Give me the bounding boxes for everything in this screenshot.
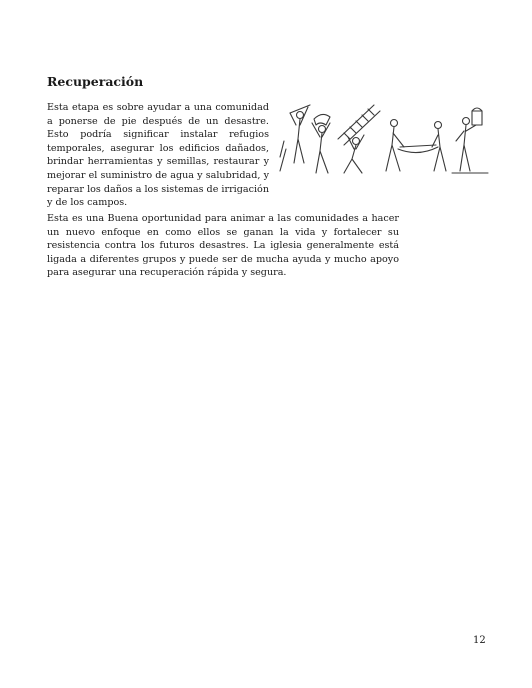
people-rebuilding-sketch-icon (276, 101, 490, 181)
paragraph-intro: Esta etapa es sobre ayudar a una comunidad a ponerse de pie después de un desastre. Esto podría significar instalar refugios temporales, asegurar los edificios dañados, brindar herramientas y semillas, restaurar y mejorar el suministro de agua y salubridad, y reparar los daños a los sistemas de irrigación y de los campos. (47, 102, 269, 209)
paragraph-opportunity: Esta es una Buena oportunidad para animar a las comunidades a hacer un nuevo enfoque en como ellos se ganan la vida y fortalecer su resistencia contra los futuros desastres. La iglesia generalmente está ligada a diferentes grupos y puede ser de mucha ayuda y mucho apoyo para asegurar una recuperación rápida y segura. (47, 213, 399, 279)
section-heading: Recuperación (47, 74, 144, 89)
page-number: 12 (473, 635, 486, 646)
